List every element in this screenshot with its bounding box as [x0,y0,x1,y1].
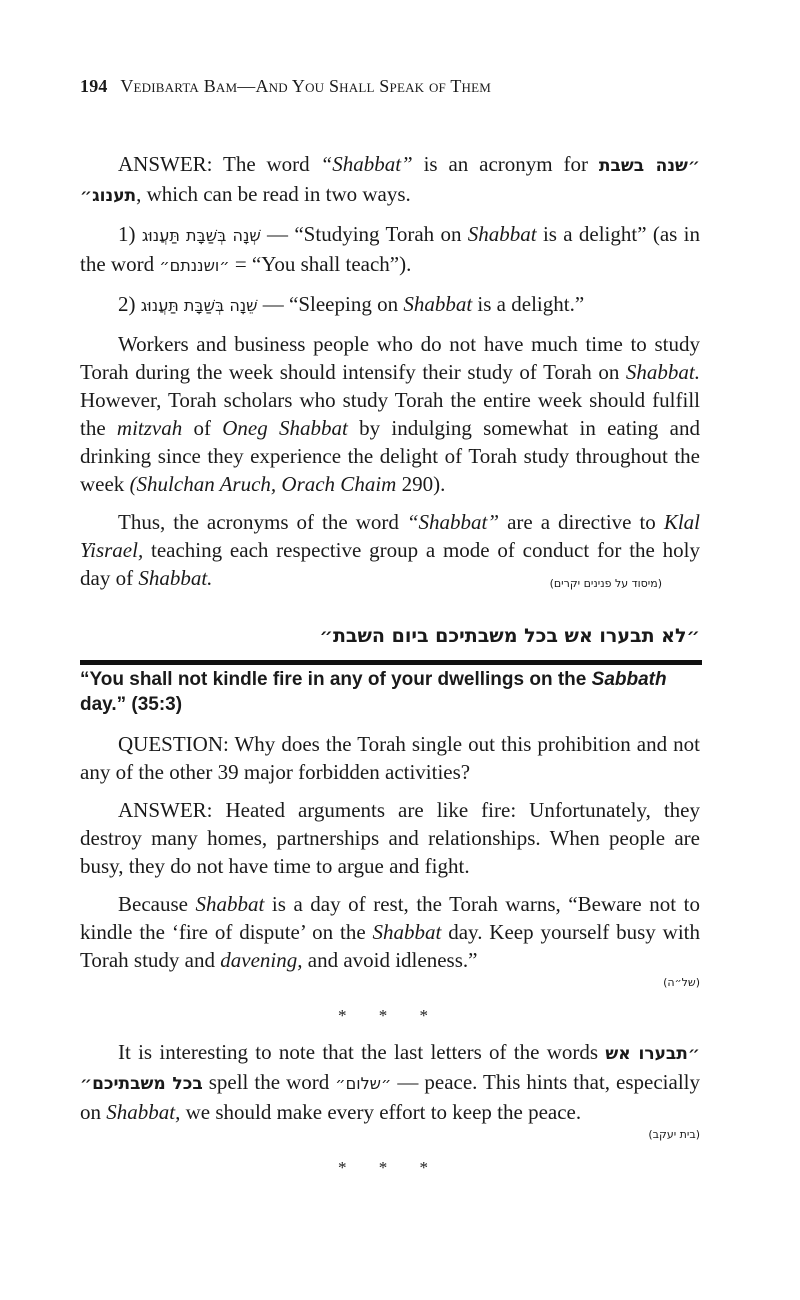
text-run: — “Studying Torah on [260,222,468,246]
text-run: Shabbat. [138,566,213,590]
text-run: Shabbat [195,892,265,916]
text-run: ANSWER: The word [118,152,321,176]
text-run: Shabbat [403,292,473,316]
text-run: = “You shall teach”). [229,252,412,276]
source-text: (של״ה) [663,976,700,989]
text-run: Thus, the acronyms of the word [118,510,407,534]
text-run: of [182,416,223,440]
text-run: — “Sleeping on [257,292,404,316]
because-paragraph [80,890,700,974]
text-run: 290). [396,472,446,496]
text-run: we should make every effort to keep the peace. [180,1100,582,1124]
hebrew-phrase: שֵׁנָה בְּשַׁבָּת תַּעֲנוּג [140,296,258,315]
hebrew-acronym: ״שנה בשבת תענוג״ [80,156,700,206]
source-citation [80,1128,700,1146]
text-run: by indulging somewhat in eating and drinking since they experience the delight of Torah study throughout the week [80,416,700,496]
running-head [80,76,491,97]
source-text: (בית יעקב) [648,1128,700,1141]
text-run: “Shabbat” [320,152,413,176]
text-run: It is interesting to note that the last letters of the words [118,1040,606,1064]
verse-hebrew: ״לא תבערו אש בכל משבתיכם ביום השבת״ [319,625,700,647]
section-divider: * * * [338,1006,442,1025]
section-divider: * * * [338,1158,442,1177]
reading-two-paragraph [80,290,700,320]
text-run: Shabbat. [625,360,700,384]
hebrew-phrase: שְׁנָה בְּשַׁבָּת תַּעֲנוּג [141,226,261,245]
text-run: mitzvah [116,416,183,440]
text-run: (Shulchan Aruch, Orach Chaim [129,472,397,496]
text-run: — peace. This hints that, especially on [80,1070,701,1124]
text-run: Shabbat [467,222,537,246]
text-run: is a delight.” [472,292,585,316]
text-run: However, Torah scholars who study Torah the entire week should fulfill the [80,388,700,440]
heading-rule [80,660,702,665]
question-paragraph: QUESTION: Why does the Torah single out this prohibition and not any of the other 39 major forbidden activities? [80,732,700,784]
text-run: and avoid idleness.” [302,948,478,972]
book-title: Vedibarta Bam—And You Shall Speak of Them [120,76,492,96]
text-run: Shabbat, [106,1100,181,1124]
text-run: day.” (35:3) [80,694,183,715]
text-run: Sabbath [591,669,667,690]
workers-paragraph [80,330,700,498]
text-run: 1) [118,222,142,246]
text-run: Shabbat [372,920,442,944]
peace-paragraph [80,1038,700,1126]
text-run: is an acronym for [412,152,599,176]
text-run: spell the word [202,1070,336,1094]
source-citation: (מיסוד על פנינים יקרים) [549,577,662,590]
section-acronym [80,150,700,598]
text-run: is a day of rest, the Torah warns, “Beware not to kindle the ‘fire of dispute’ on the [80,892,701,944]
text-run: is a delight” (as in the word [80,222,701,276]
answer-paragraph: ANSWER: Heated arguments are like fire: Unfortunately, they destroy many homes, partnerships and relationships. When people are busy, they do not have time to argue and fight. [80,798,700,878]
text-run: “Shabbat” [406,510,500,534]
text-run: Oneg Shabbat [222,416,348,440]
text-run: “You shall not kindle fire in any of your dwellings on the [80,669,592,690]
text-run: are a directive to [499,510,664,534]
thus-paragraph [80,508,700,592]
source-citation [80,976,700,994]
text-run: Workers and business people who do not have much time to study Torah during the week should intensify their study of Torah on [80,332,700,384]
answer-paragraph [80,150,700,210]
page-number: 194 [80,76,108,96]
hebrew-word: ״שלום״ [335,1074,392,1093]
hebrew-word: ״ושננתם״ [159,256,230,275]
text-run: , which can be read in two ways. [136,182,411,206]
text-run: davening, [220,948,303,972]
text-run: 2) [118,292,141,316]
verse-english [80,667,700,717]
text-run: day. Keep yourself busy with Torah study and [80,920,700,972]
text-run: Klal Yisrael, [80,510,700,562]
reading-one-paragraph [80,220,700,280]
text-run: teaching each respective group a mode of conduct for the holy day of [80,538,700,590]
text-run: Because [118,892,196,916]
section-fire [80,730,700,1190]
hebrew-phrase: ״תבערו אש בכל משבתיכם״ [80,1044,700,1094]
